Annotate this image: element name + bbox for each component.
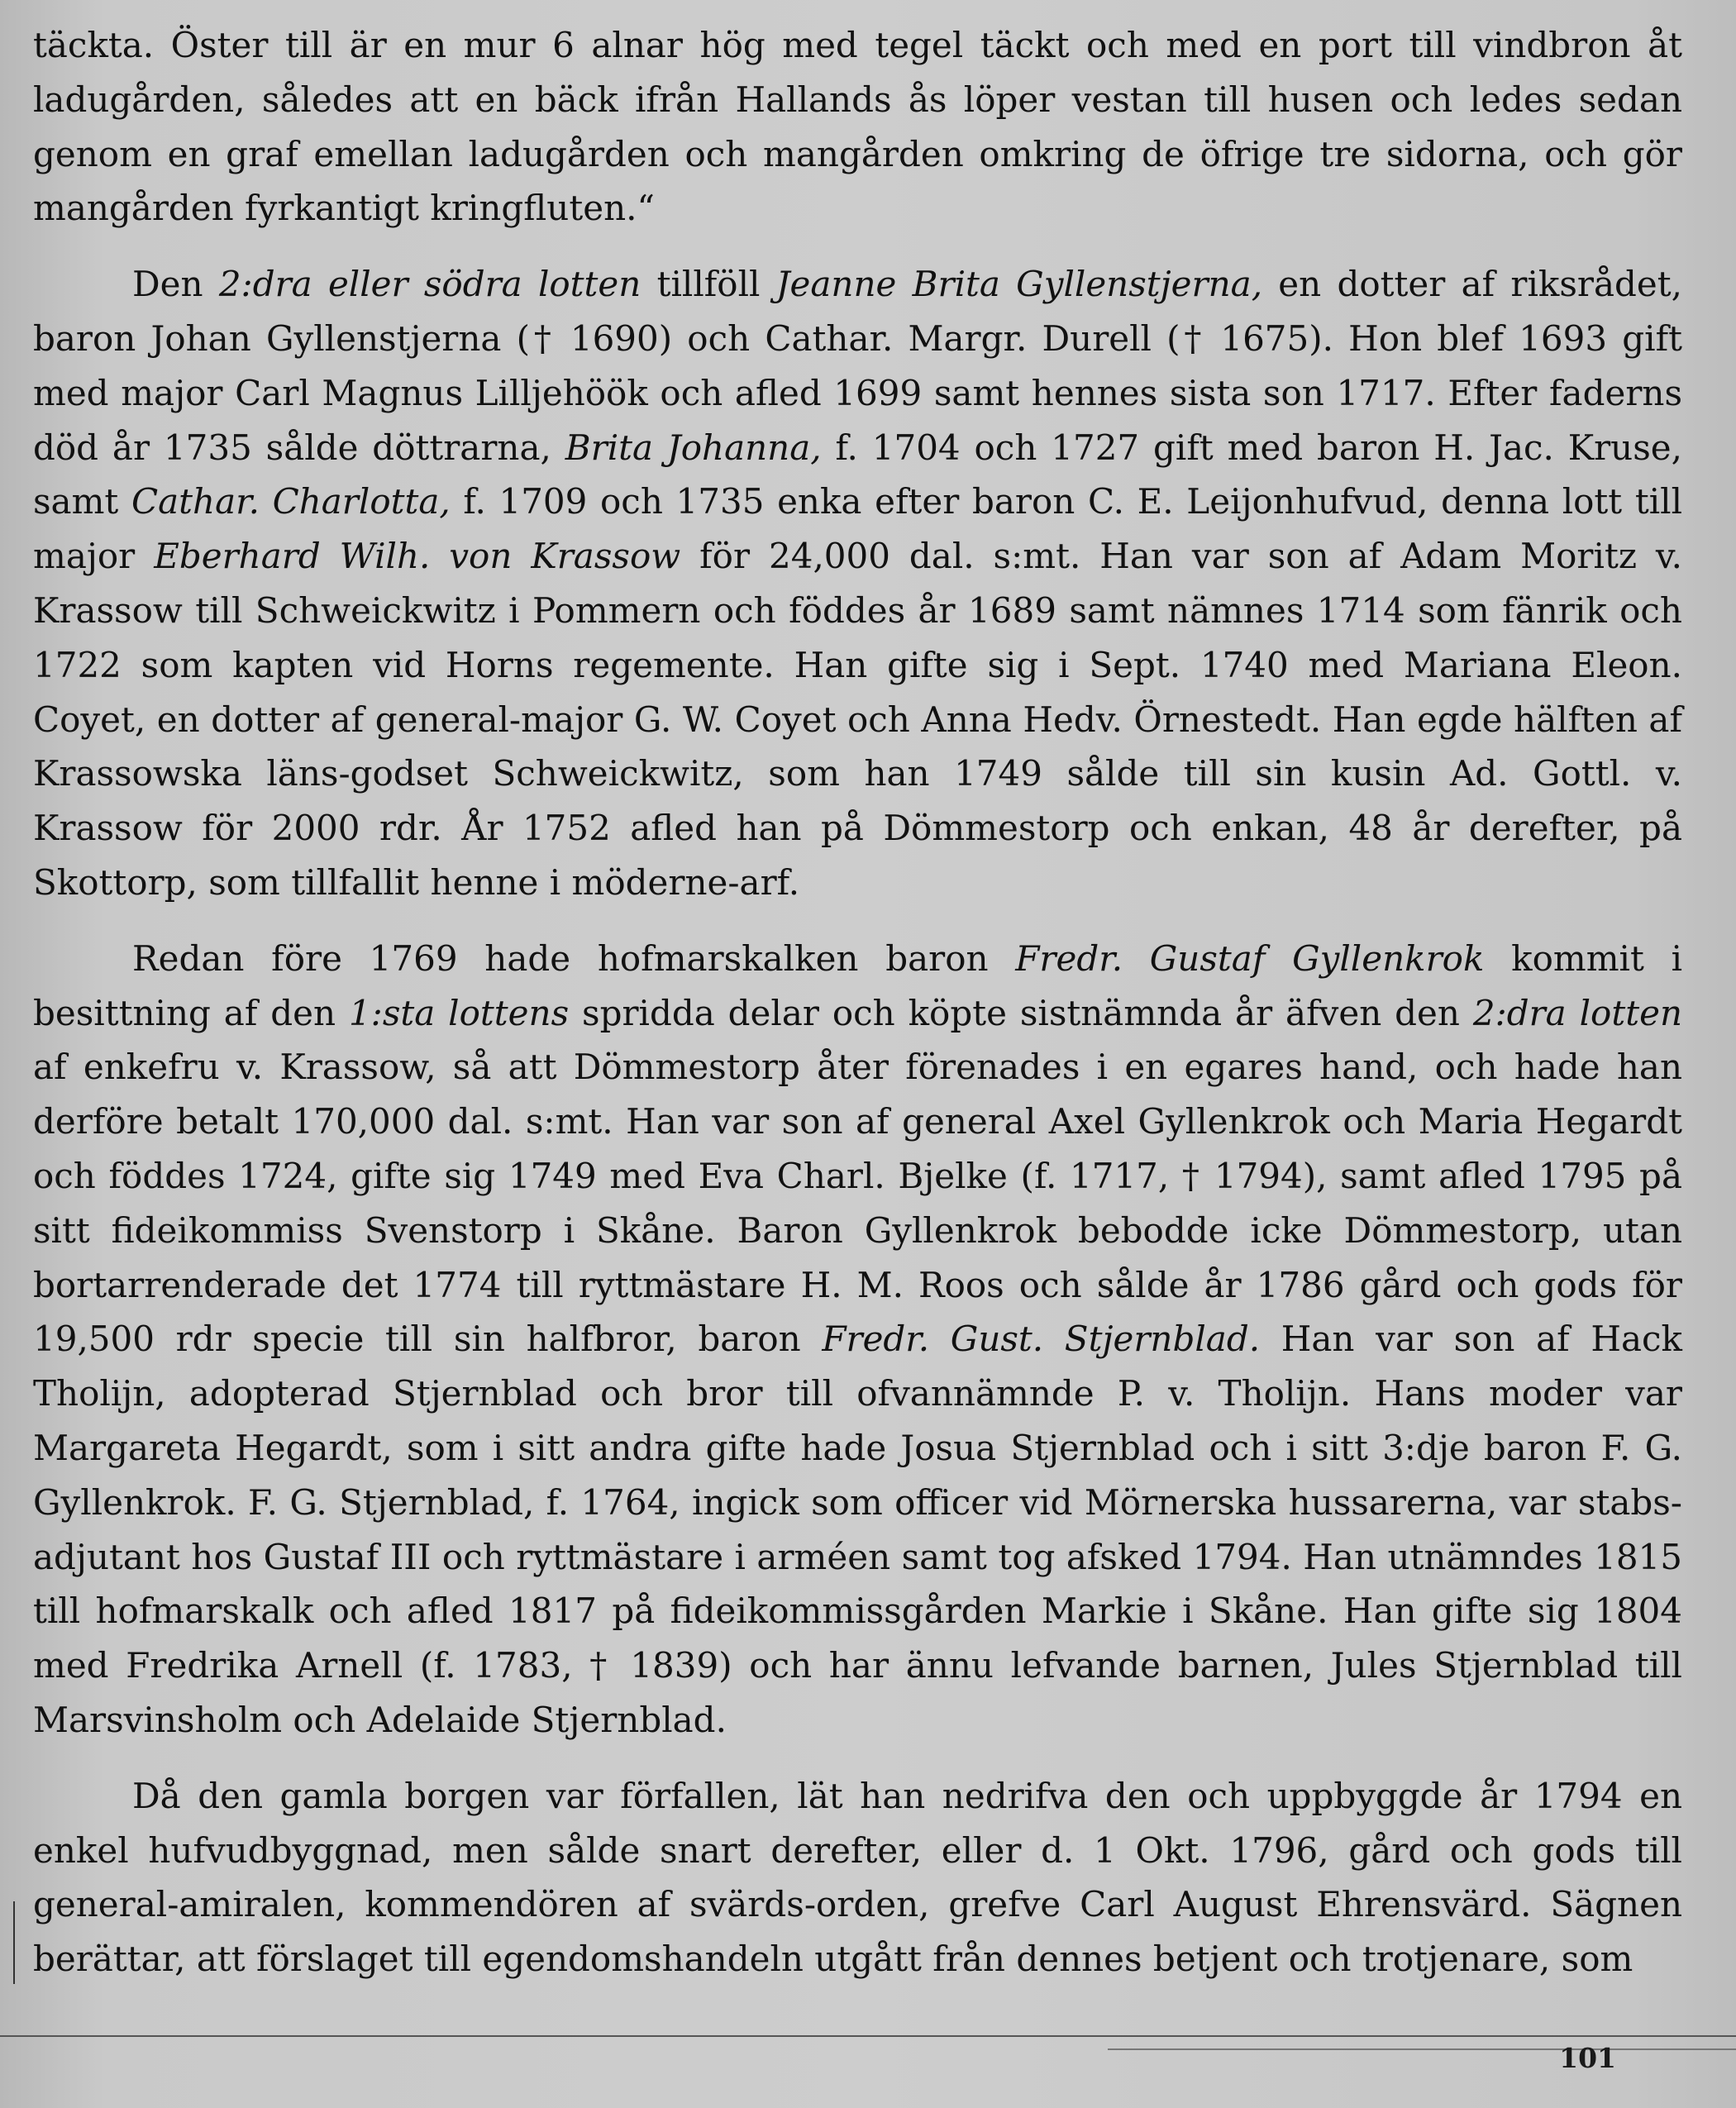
footer-rule-secondary	[1108, 2048, 1736, 2050]
p2-seg-6: f. 1704 och 1727 gift med baron H. Jac. Kruse, samt	[33, 427, 1682, 522]
p2-seg-1-italic: 2:dra eller södra lotten	[218, 264, 641, 305]
paragraph-1-text: täckta. Öster till är en mur 6 alnar hög med tegel täckt och med en port till vindbron åt ladugården, således att en bäck ifrån Hallands ås löper vestan till husen och ledes sedan genom en graf emellan ladugården och mangården omkring de öfrige tre sidorna, och gör mangården fyrkantigt kringfluten.“	[33, 25, 1682, 229]
p2-seg-4: en dotter af riksrådet, baron Johan Gyllenstjerna († 1690) och Cathar. Margr. Durell († 1675). Hon blef 1693 gift med major Carl Magnus Lilljehöök och afled 1699 samt hennes sista son 1717. Efter faderns död år 1735 sålde döttrarna,	[33, 264, 1682, 468]
paragraph-1	[33, 18, 1682, 236]
page-number: 101	[1559, 2042, 1616, 2074]
p3-seg-0: Redan före 1769 hade hofmarskalken baron	[132, 937, 1016, 979]
footer-rule	[0, 2035, 1736, 2037]
p3-seg-1-italic: Fredr. Gustaf Gyllenkrok	[1015, 937, 1485, 979]
paragraph-4	[33, 1769, 1682, 1986]
p2-seg-2: tillföll	[641, 264, 776, 305]
p2-seg-7-italic: Cathar. Charlotta,	[131, 481, 451, 522]
p3-seg-6: af enkefru v. Krassow, så att Dömmestorp åter förenades i en egares hand, och hade han derföre betalt 170,000 dal. s:mt. Han var son af general Axel Gyllenkrok och Maria Hegardt och föddes 1724, gifte sig 1749 med Eva Charl. Bjelke (f. 1717, † 1794), samt afled 1795 på sitt fideikommiss Svenstorp i Skåne. Baron Gyllenkrok bebodde icke Dömmestorp, utan bortarrenderade det 1774 till ryttmästare H. M. Roos och sålde år 1786 gård och gods för 19,500 rdr specie till sin halfbror, baron	[33, 1047, 1682, 1360]
p3-seg-8: Han var son af Hack Tholijn, adopterad Stjernblad och bror till ofvannämnde P. v. Tholijn. Hans moder var Margareta Hegardt, som i sitt andra gifte hade Josua Stjernblad och i sitt 3:dje baron F. G. Gyllenkrok. F. G. Stjernblad, f. 1764, ingick som officer vid Mörnerska hussarerna, var stabs-adjutant hos Gustaf III och ryttmästare i arméen samt tog afsked 1794. Han utnämndes 1815 till hofmarskalk och afled 1817 på fideikommissgården Markie i Skåne. Han gifte sig 1804 med Fredrika Arnell (f. 1783, † 1839) och har ännu lefvande barnen, Jules Stjernblad till Marsvinsholm och Adelaide Stjernblad.	[33, 1319, 1682, 1740]
p3-seg-4: spridda delar och köpte sistnämnda år äfven den	[569, 992, 1473, 1033]
p3-seg-3-italic: 1:sta lottens	[348, 992, 570, 1033]
paragraph-4-text: Då den gamla borgen var förfallen, lät han nedrifva den och uppbyggde år 1794 en enkel hufvudbyggnad, men sålde snart derefter, eller d. 1 Okt. 1796, gård och gods till general-amiralen, kommendören af svärds-orden, grefve Carl August Ehrensvärd. Sägnen berättar, att förslaget till egendomshandeln utgått från dennes betjent och trotjenare, som	[33, 1775, 1682, 1980]
p2-seg-8: f. 1709 och 1735 enka efter baron C. E. Leijonhufvud, denna lott till major	[33, 481, 1683, 577]
p3-seg-5-italic: 2:dra lotten	[1472, 992, 1682, 1033]
page-body-text	[33, 18, 1682, 1986]
p2-seg-0: Den	[132, 264, 219, 305]
p2-seg-5-italic: Brita Johanna,	[565, 427, 822, 468]
p2-seg-3-italic: Jeanne Brita Gyllenstjerna,	[775, 264, 1263, 305]
p2-seg-9-italic: Eberhard Wilh. von Krassow	[154, 536, 681, 577]
p2-seg-10: för 24,000 dal. s:mt. Han var son af Adam Moritz v. Krassow till Schweickwitz i Pommern och föddes år 1689 samt nämnes 1714 som fänrik och 1722 som kapten vid Horns regemente. Han gifte sig i Sept. 1740 med Mariana Eleon. Coyet, en dotter af general-major G. W. Coyet och Anna Hedv. Örnestedt. Han egde hälften af Krassowska läns-godset Schweickwitz, som han 1749 sålde till sin kusin Ad. Gottl. v. Krassow för 2000 rdr. År 1752 afled han på Dömmestorp och enkan, 48 år derefter, på Skottorp, som tillfallit henne i möderne-arf.	[33, 536, 1682, 903]
paragraph-3	[33, 932, 1682, 1748]
paragraph-2	[33, 257, 1682, 910]
p3-seg-2: kommit i besittning af den	[33, 937, 1682, 1033]
binding-edge-line	[13, 1901, 15, 1984]
p3-seg-7-italic: Fredr. Gust. Stjernblad.	[822, 1319, 1261, 1360]
